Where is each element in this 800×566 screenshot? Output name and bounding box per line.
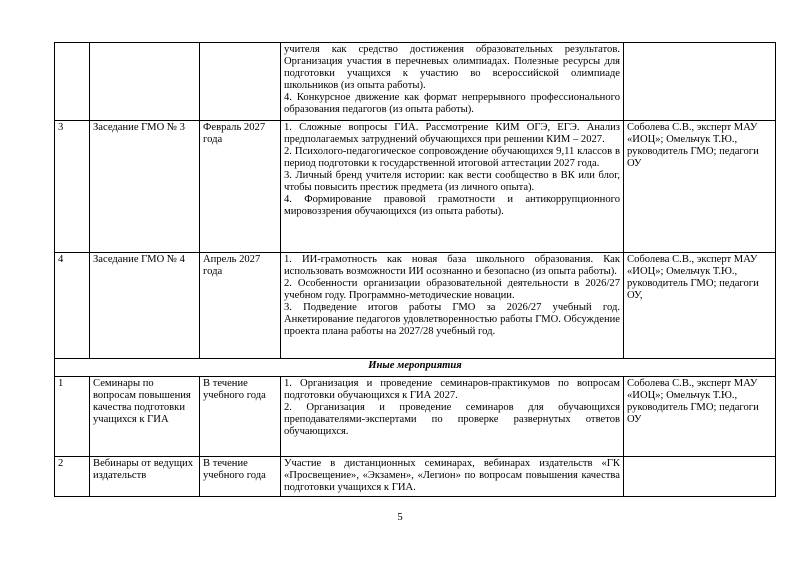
topic-item: 4. Формирование правовой грамотности и антикоррупционного мировоззрения обучающихся (из опыта работы). — [284, 194, 620, 217]
term-cell: В течение учебного года — [200, 457, 281, 497]
topic-item: Участие в дистанционных семинарах, вебинарах издательств «ГК «Просвещение», «Экзамен», «Легион» по вопросам повышения качества подготовки учащихся к ГИА. — [284, 458, 620, 493]
section-header-row — [55, 359, 776, 377]
topic-item: 2. Особенности организации образовательной деятельности в 2026/27 учебном году. Программно-методические новации. — [284, 278, 620, 301]
table-row — [55, 377, 776, 457]
topic-item: 1. ИИ-грамотность как новая база школьного образования. Как использовать возможности ИИ осознанно и безопасно (из опыта работы). — [284, 254, 620, 277]
topics-cell — [281, 253, 624, 359]
row-number — [55, 43, 90, 121]
responsible-cell: Соболева С.В., эксперт МАУ «ИОЦ»; Омельчук Т.Ю., руководитель ГМО; педагоги ОУ — [624, 121, 776, 253]
topic-item: 4. Конкурсное движение как формат непрерывного профессионального образования педагогов (из опыта работы). — [284, 92, 620, 115]
row-number: 1 — [55, 377, 90, 457]
topics-cell — [281, 377, 624, 457]
event-cell: Заседание ГМО № 3 — [90, 121, 200, 253]
topic-item: 2. Психолого-педагогическое сопровождение обучающихся 9,11 классов в период подготовки к государственной итоговой аттестации 2027 года. — [284, 146, 620, 169]
plan-table — [54, 42, 776, 497]
row-number: 3 — [55, 121, 90, 253]
topic-item: 1. Организация и проведение семинаров-практикумов по вопросам подготовки обучающихся к ГИА 2027. — [284, 378, 620, 401]
section-title: Иные мероприятия — [55, 359, 776, 377]
event-cell: Вебинары от ведущих издательств — [90, 457, 200, 497]
topic-item: 3. Личный бренд учителя истории: как вести сообщество в ВК или блог, чтобы повысить престиж предмета (из личного опыта). — [284, 170, 620, 193]
row-number: 4 — [55, 253, 90, 359]
event-cell — [90, 43, 200, 121]
topic-item: учителя как средство достижения образовательных результатов. Организация участия в перечневых олимпиадах. Полезные ресурсы для подготовки учащихся к участию во всероссийской олимпиаде школьников (из опыта работы). — [284, 44, 620, 91]
term-cell — [200, 43, 281, 121]
term-cell: В течение учебного года — [200, 377, 281, 457]
topic-item: 2. Организация и проведение семинаров для обучающихся преподавателями-экспертами по проверке развернутых ответов обучающихся. — [284, 402, 620, 437]
table-row — [55, 457, 776, 497]
responsible-cell — [624, 457, 776, 497]
topics-cell — [281, 457, 624, 497]
responsible-cell: Соболева С.В., эксперт МАУ «ИОЦ»; Омельчук Т.Ю., руководитель ГМО; педагоги ОУ — [624, 377, 776, 457]
table-row — [55, 253, 776, 359]
topic-item: 3. Подведение итогов работы ГМО за 2026/27 учебный год. Анкетирование педагогов удовлетворенностью работы ГМО. Обсуждение проекта плана работы на 2027/28 учебный год. — [284, 302, 620, 337]
topics-cell — [281, 121, 624, 253]
row-number: 2 — [55, 457, 90, 497]
page-number: 5 — [397, 511, 403, 523]
responsible-cell: Соболева С.В., эксперт МАУ «ИОЦ»; Омельчук Т.Ю., руководитель ГМО; педагоги ОУ, — [624, 253, 776, 359]
term-cell: Февраль 2027 года — [200, 121, 281, 253]
topics-cell — [281, 43, 624, 121]
event-cell: Семинары по вопросам повышения качества подготовки учащихся к ГИА — [90, 377, 200, 457]
table-row — [55, 121, 776, 253]
responsible-cell — [624, 43, 776, 121]
topic-item: 1. Сложные вопросы ГИА. Рассмотрение КИМ ОГЭ, ЕГЭ. Анализ предполагаемых затруднений обучающихся при решении КИМ – 2027. — [284, 122, 620, 145]
term-cell: Апрель 2027 года — [200, 253, 281, 359]
event-cell: Заседание ГМО № 4 — [90, 253, 200, 359]
table-row — [55, 43, 776, 121]
